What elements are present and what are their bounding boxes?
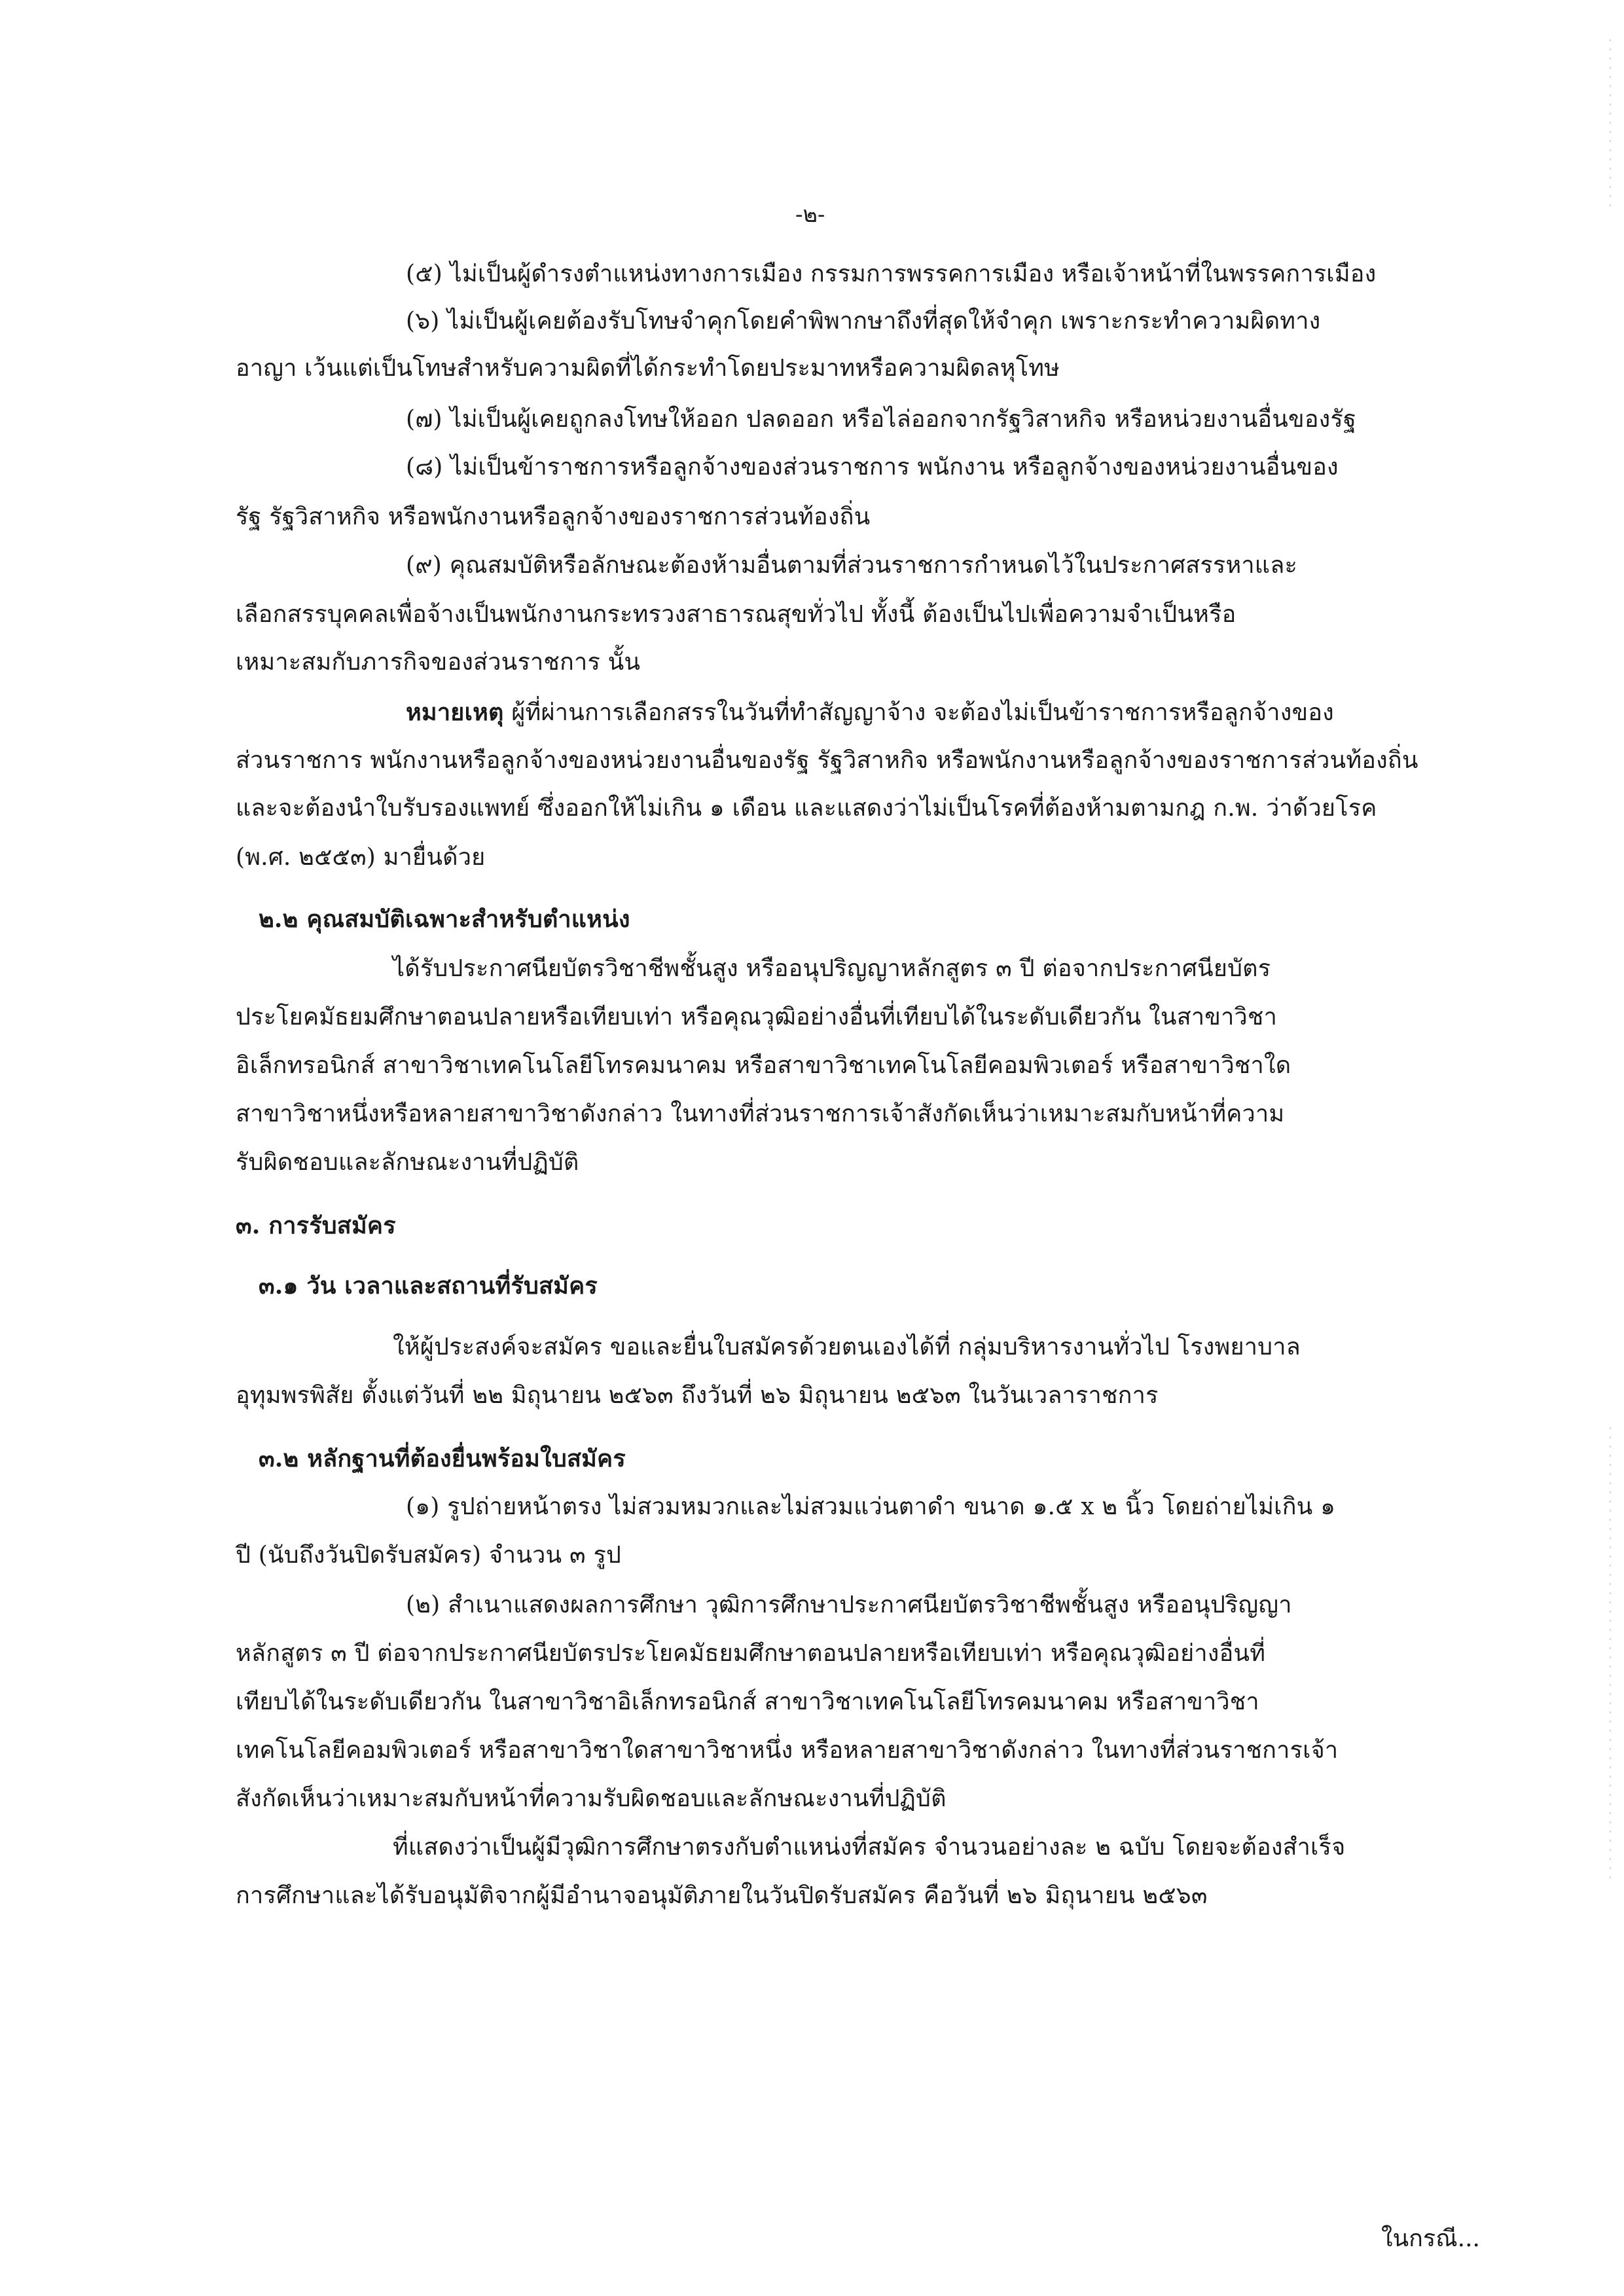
item-8-line-1: (๘) ไม่เป็นข้าราชการหรือลูกจ้างของส่วนราชการ พนักงาน หรือลูกจ้างของหน่วยงานอื่นของ xyxy=(406,454,1339,481)
section-2-2-heading: ๒.๒ คุณสมบัติเฉพาะสำหรับตำแหน่ง xyxy=(259,905,630,933)
application-line-1: ให้ผู้ประสงค์จะสมัคร ขอและยื่นใบสมัครด้วยตนเองได้ที่ กลุ่มบริหารงานทั่วไป โรงพยาบาล xyxy=(393,1334,1301,1360)
evidence-3-line-1: ที่แสดงว่าเป็นผู้มีวุฒิการศึกษาตรงกับตำแหน่งที่สมัคร จำนวนอย่างละ ๒ ฉบับ โดยจะต้องสำเร็จ xyxy=(393,1834,1346,1861)
section-3-heading: ๓. การรับสมัคร xyxy=(236,1212,396,1239)
note-line-3: และจะต้องนำใบรับรองแพทย์ ซึ่งออกให้ไม่เกิน ๑ เดือน และแสดงว่าไม่เป็นโรคที่ต้องห้ามตามกฎ ก.พ. ว่าด้วยโรค xyxy=(236,795,1377,822)
scan-edge-mark xyxy=(1610,1427,1611,1886)
item-9-line-2: เลือกสรรบุคคลเพื่อจ้างเป็นพนักงานกระทรวงสาธารณสุขทั่วไป ทั้งนี้ ต้องเป็นไปเพื่อความจำเป็นหรือ xyxy=(236,601,1236,628)
continuation-marker: ในกรณี... xyxy=(1380,2225,1480,2252)
item-5-line: (๕) ไม่เป็นผู้ดำรงตำแหน่งทางการเมือง กรรมการพรรคการเมือง หรือเจ้าหน้าที่ในพรรคการเมือง xyxy=(406,261,1377,287)
qualification-line-1: ได้รับประกาศนียบัตรวิชาชีพชั้นสูง หรืออนุปริญญาหลักสูตร ๓ ปี ต่อจากประกาศนียบัตร xyxy=(393,955,1271,982)
note-label: หมายเหตุ xyxy=(406,699,504,726)
section-3-1-heading: ๓.๑ วัน เวลาและสถานที่รับสมัคร xyxy=(259,1272,598,1300)
section-3-2-heading: ๓.๒ หลักฐานที่ต้องยื่นพร้อมใบสมัคร xyxy=(259,1445,626,1472)
evidence-1-line-1: (๑) รูปถ่ายหน้าตรง ไม่สวมหมวกและไม่สวมแว่นตาดำ ขนาด ๑.๕ x ๒ นิ้ว โดยถ่ายไม่เกิน ๑ xyxy=(406,1493,1336,1520)
qualification-line-2: ประโยคมัธยมศึกษาตอนปลายหรือเทียบเท่า หรือคุณวุฒิอย่างอื่นที่เทียบได้ในระดับเดียวกัน ในสาขาวิชา xyxy=(236,1004,1277,1030)
note-text-1: ผู้ที่ผ่านการเลือกสรรในวันที่ทำสัญญาจ้าง จะต้องไม่เป็นข้าราชการหรือลูกจ้างของ xyxy=(503,699,1334,726)
note-line-2: ส่วนราชการ พนักงานหรือลูกจ้างของหน่วยงานอื่นของรัฐ รัฐวิสาหกิจ หรือพนักงานหรือลูกจ้างของราชการส่วนท้องถิ่น xyxy=(236,747,1418,774)
evidence-2-line-4: เทคโนโลยีคอมพิวเตอร์ หรือสาขาวิชาใดสาขาวิชาหนึ่ง หรือหลายสาขาวิชาดังกล่าว ในทางที่ส่วนราชการเจ้า xyxy=(236,1737,1339,1764)
qualification-line-5: รับผิดชอบและลักษณะงานที่ปฏิบัติ xyxy=(236,1149,579,1176)
item-9-line-1: (๙) คุณสมบัติหรือลักษณะต้องห้ามอื่นตามที่ส่วนราชการกำหนดไว้ในประกาศสรรหาและ xyxy=(406,552,1298,579)
note-line-1 xyxy=(406,697,1334,729)
evidence-2-line-1: (๒) สำเนาแสดงผลการศึกษา วุฒิการศึกษาประกาศนียบัตรวิชาชีพชั้นสูง หรืออนุปริญญา xyxy=(406,1592,1292,1618)
evidence-2-line-5: สังกัดเห็นว่าเหมาะสมกับหน้าที่ความรับผิดชอบและลักษณะงานที่ปฏิบัติ xyxy=(236,1785,947,1812)
qualification-line-3: อิเล็กทรอนิกส์ สาขาวิชาเทคโนโลยีโทรคมนาคม หรือสาขาวิชาเทคโนโลยีคอมพิวเตอร์ หรือสาขาวิชาใด xyxy=(236,1052,1291,1079)
item-7-line: (๗) ไม่เป็นผู้เคยถูกลงโทษให้ออก ปลดออก หรือไล่ออกจากรัฐวิสาหกิจ หรือหน่วยงานอื่นของรัฐ xyxy=(406,406,1357,433)
application-line-2: อุทุมพรพิสัย ตั้งแต่วันที่ ๒๒ มิถุนายน ๒๕๖๓ ถึงวันที่ ๒๖ มิถุนายน ๒๕๖๓ ในวันเวลาราชการ xyxy=(236,1382,1159,1409)
evidence-2-line-2: หลักสูตร ๓ ปี ต่อจากประกาศนียบัตรประโยคมัธยมศึกษาตอนปลายหรือเทียบเท่า หรือคุณวุฒิอย่างอื่นที่ xyxy=(236,1640,1266,1667)
item-6-line-2: อาญา เว้นแต่เป็นโทษสำหรับความผิดที่ได้กระทำโดยประมาทหรือความผิดลหุโทษ xyxy=(236,355,1060,382)
evidence-3-line-2: การศึกษาและได้รับอนุมัติจากผู้มีอำนาจอนุมัติภายในวันปิดรับสมัคร คือวันที่ ๒๖ มิถุนายน ๒๕๖๓ xyxy=(236,1882,1208,1909)
item-6-line-1: (๖) ไม่เป็นผู้เคยต้องรับโทษจำคุกโดยคำพิพากษาถึงที่สุดให้จำคุก เพราะกระทำความผิดทาง xyxy=(406,308,1321,335)
evidence-1-line-2: ปี (นับถึงวันปิดรับสมัคร) จำนวน ๓ รูป xyxy=(236,1542,622,1569)
item-9-line-3: เหมาะสมกับภารกิจของส่วนราชการ นั้น xyxy=(236,649,641,676)
evidence-2-line-3: เทียบได้ในระดับเดียวกัน ในสาขาวิชาอิเล็กทรอนิกส์ สาขาวิชาเทคโนโลยีโทรคมนาคม หรือสาขาวิชา xyxy=(236,1688,1259,1715)
scan-edge-mark xyxy=(1610,39,1611,210)
page-number: -๒- xyxy=(795,202,825,228)
item-8-line-2: รัฐ รัฐวิสาหกิจ หรือพนักงานหรือลูกจ้างของราชการส่วนท้องถิ่น xyxy=(236,503,871,530)
note-line-4: (พ.ศ. ๒๕๕๓) มายื่นด้วย xyxy=(236,844,486,871)
qualification-line-4: สาขาวิชาหนึ่งหรือหลายสาขาวิชาดังกล่าว ในทางที่ส่วนราชการเจ้าสังกัดเห็นว่าเหมาะสมกับหน้าที่ความ xyxy=(236,1101,1285,1127)
